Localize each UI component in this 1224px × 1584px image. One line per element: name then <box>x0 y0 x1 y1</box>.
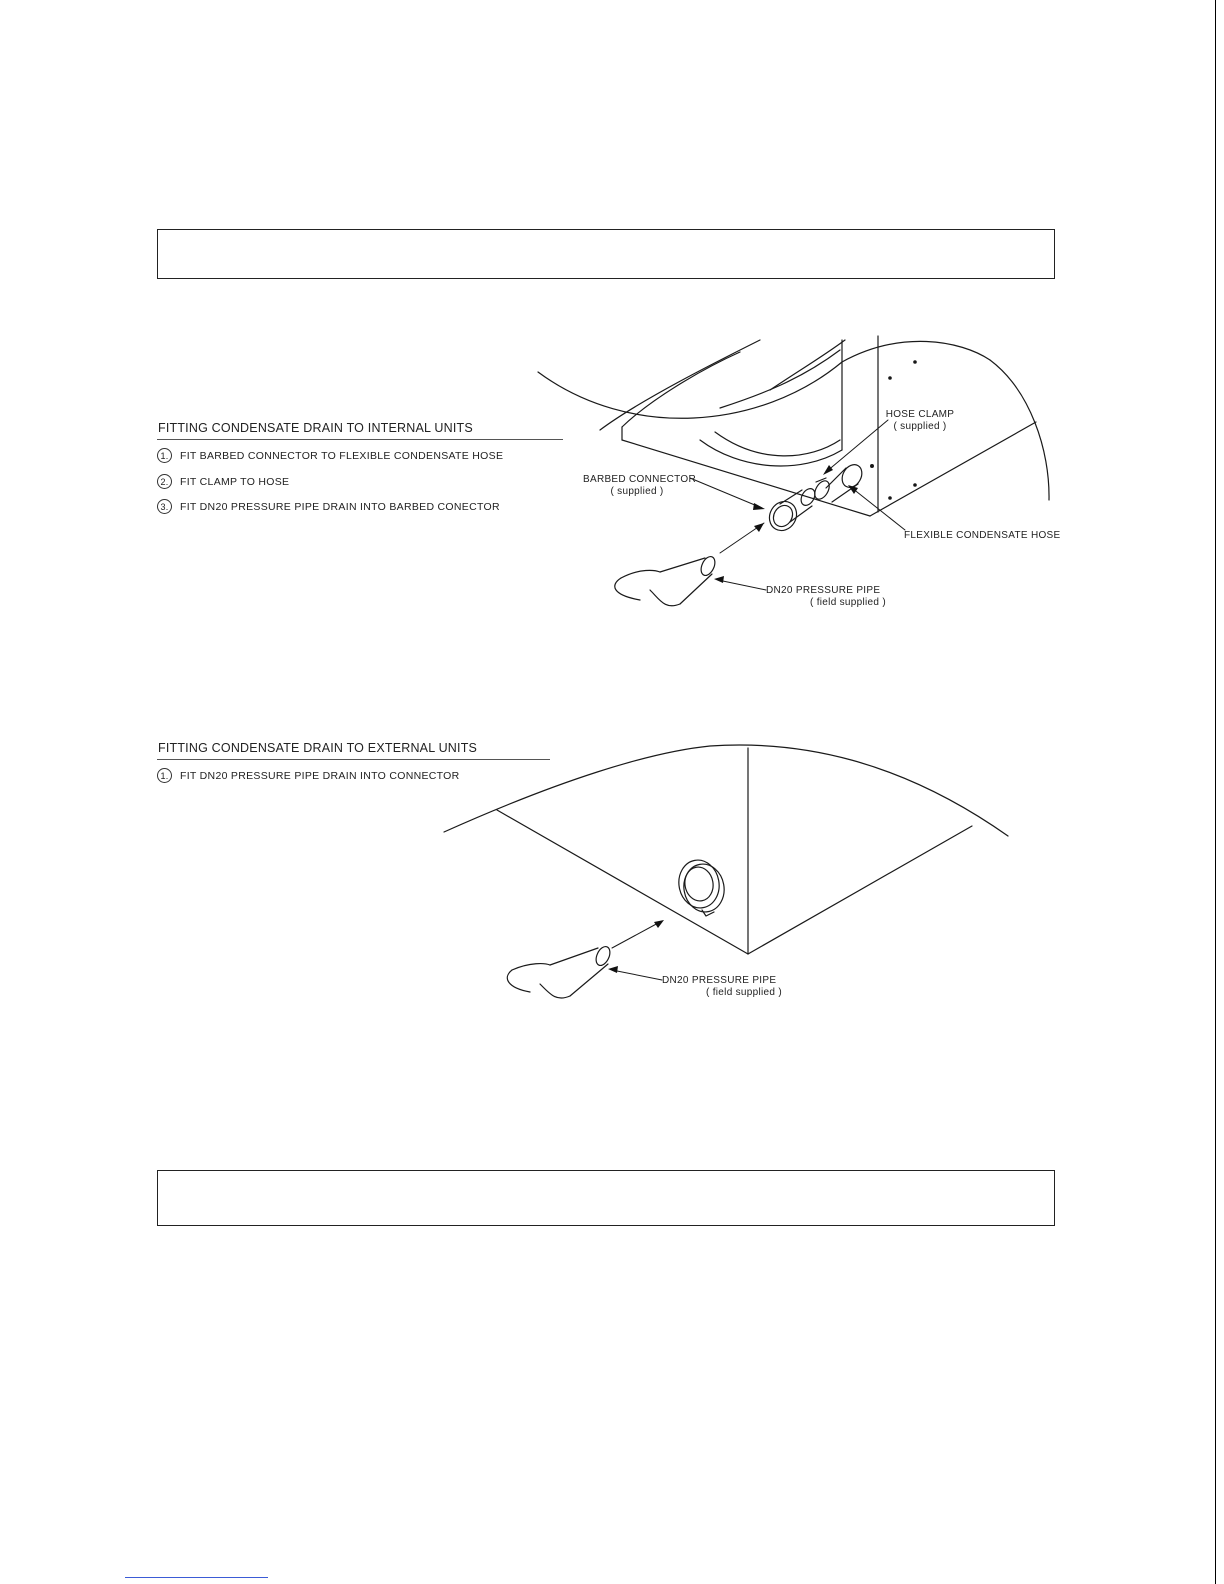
footer-link-underline <box>125 1577 268 1578</box>
callout-flexible-hose <box>904 530 1061 542</box>
callout-label: FLEXIBLE CONDENSATE HOSE <box>904 530 1061 541</box>
callout-barbed-connector <box>583 474 696 498</box>
step-text: FIT BARBED CONNECTOR TO FLEXIBLE CONDENSATE HOSE <box>180 449 504 462</box>
callout-label: BARBED CONNECTOR <box>583 474 696 485</box>
internal-step-2 <box>157 474 289 489</box>
internal-title-underline <box>157 439 563 440</box>
step-number: 2. <box>157 474 172 489</box>
step-number: 1. <box>157 448 172 463</box>
step-text: FIT DN20 PRESSURE PIPE DRAIN INTO BARBED CONECTOR <box>180 500 500 513</box>
step-number: 3. <box>157 499 172 514</box>
internal-step-1 <box>157 448 503 463</box>
callout-pressure-pipe-internal <box>766 585 886 609</box>
callout-label: DN20 PRESSURE PIPE <box>662 975 777 986</box>
external-step-1 <box>157 768 460 783</box>
external-title-underline <box>157 759 550 760</box>
callout-pressure-pipe-external <box>662 975 782 999</box>
callout-label: HOSE CLAMP <box>885 409 955 420</box>
internal-unit-drawing <box>538 336 1049 606</box>
internal-section-title: FITTING CONDENSATE DRAIN TO INTERNAL UNITS <box>158 421 473 435</box>
step-text: FIT DN20 PRESSURE PIPE DRAIN INTO CONNECTOR <box>180 769 460 782</box>
callout-note: ( field supplied ) <box>706 987 782 998</box>
callout-note: ( supplied ) <box>610 486 664 497</box>
external-section-title: FITTING CONDENSATE DRAIN TO EXTERNAL UNITS <box>158 741 478 755</box>
callout-hose-clamp <box>884 409 956 433</box>
callout-label: DN20 PRESSURE PIPE <box>766 585 881 596</box>
step-number: 1. <box>157 768 172 783</box>
callout-note: ( supplied ) <box>893 421 947 432</box>
callout-note: ( field supplied ) <box>810 597 886 608</box>
step-text: FIT CLAMP TO HOSE <box>180 475 290 488</box>
internal-step-3 <box>157 499 500 514</box>
external-unit-drawing <box>444 745 1008 998</box>
